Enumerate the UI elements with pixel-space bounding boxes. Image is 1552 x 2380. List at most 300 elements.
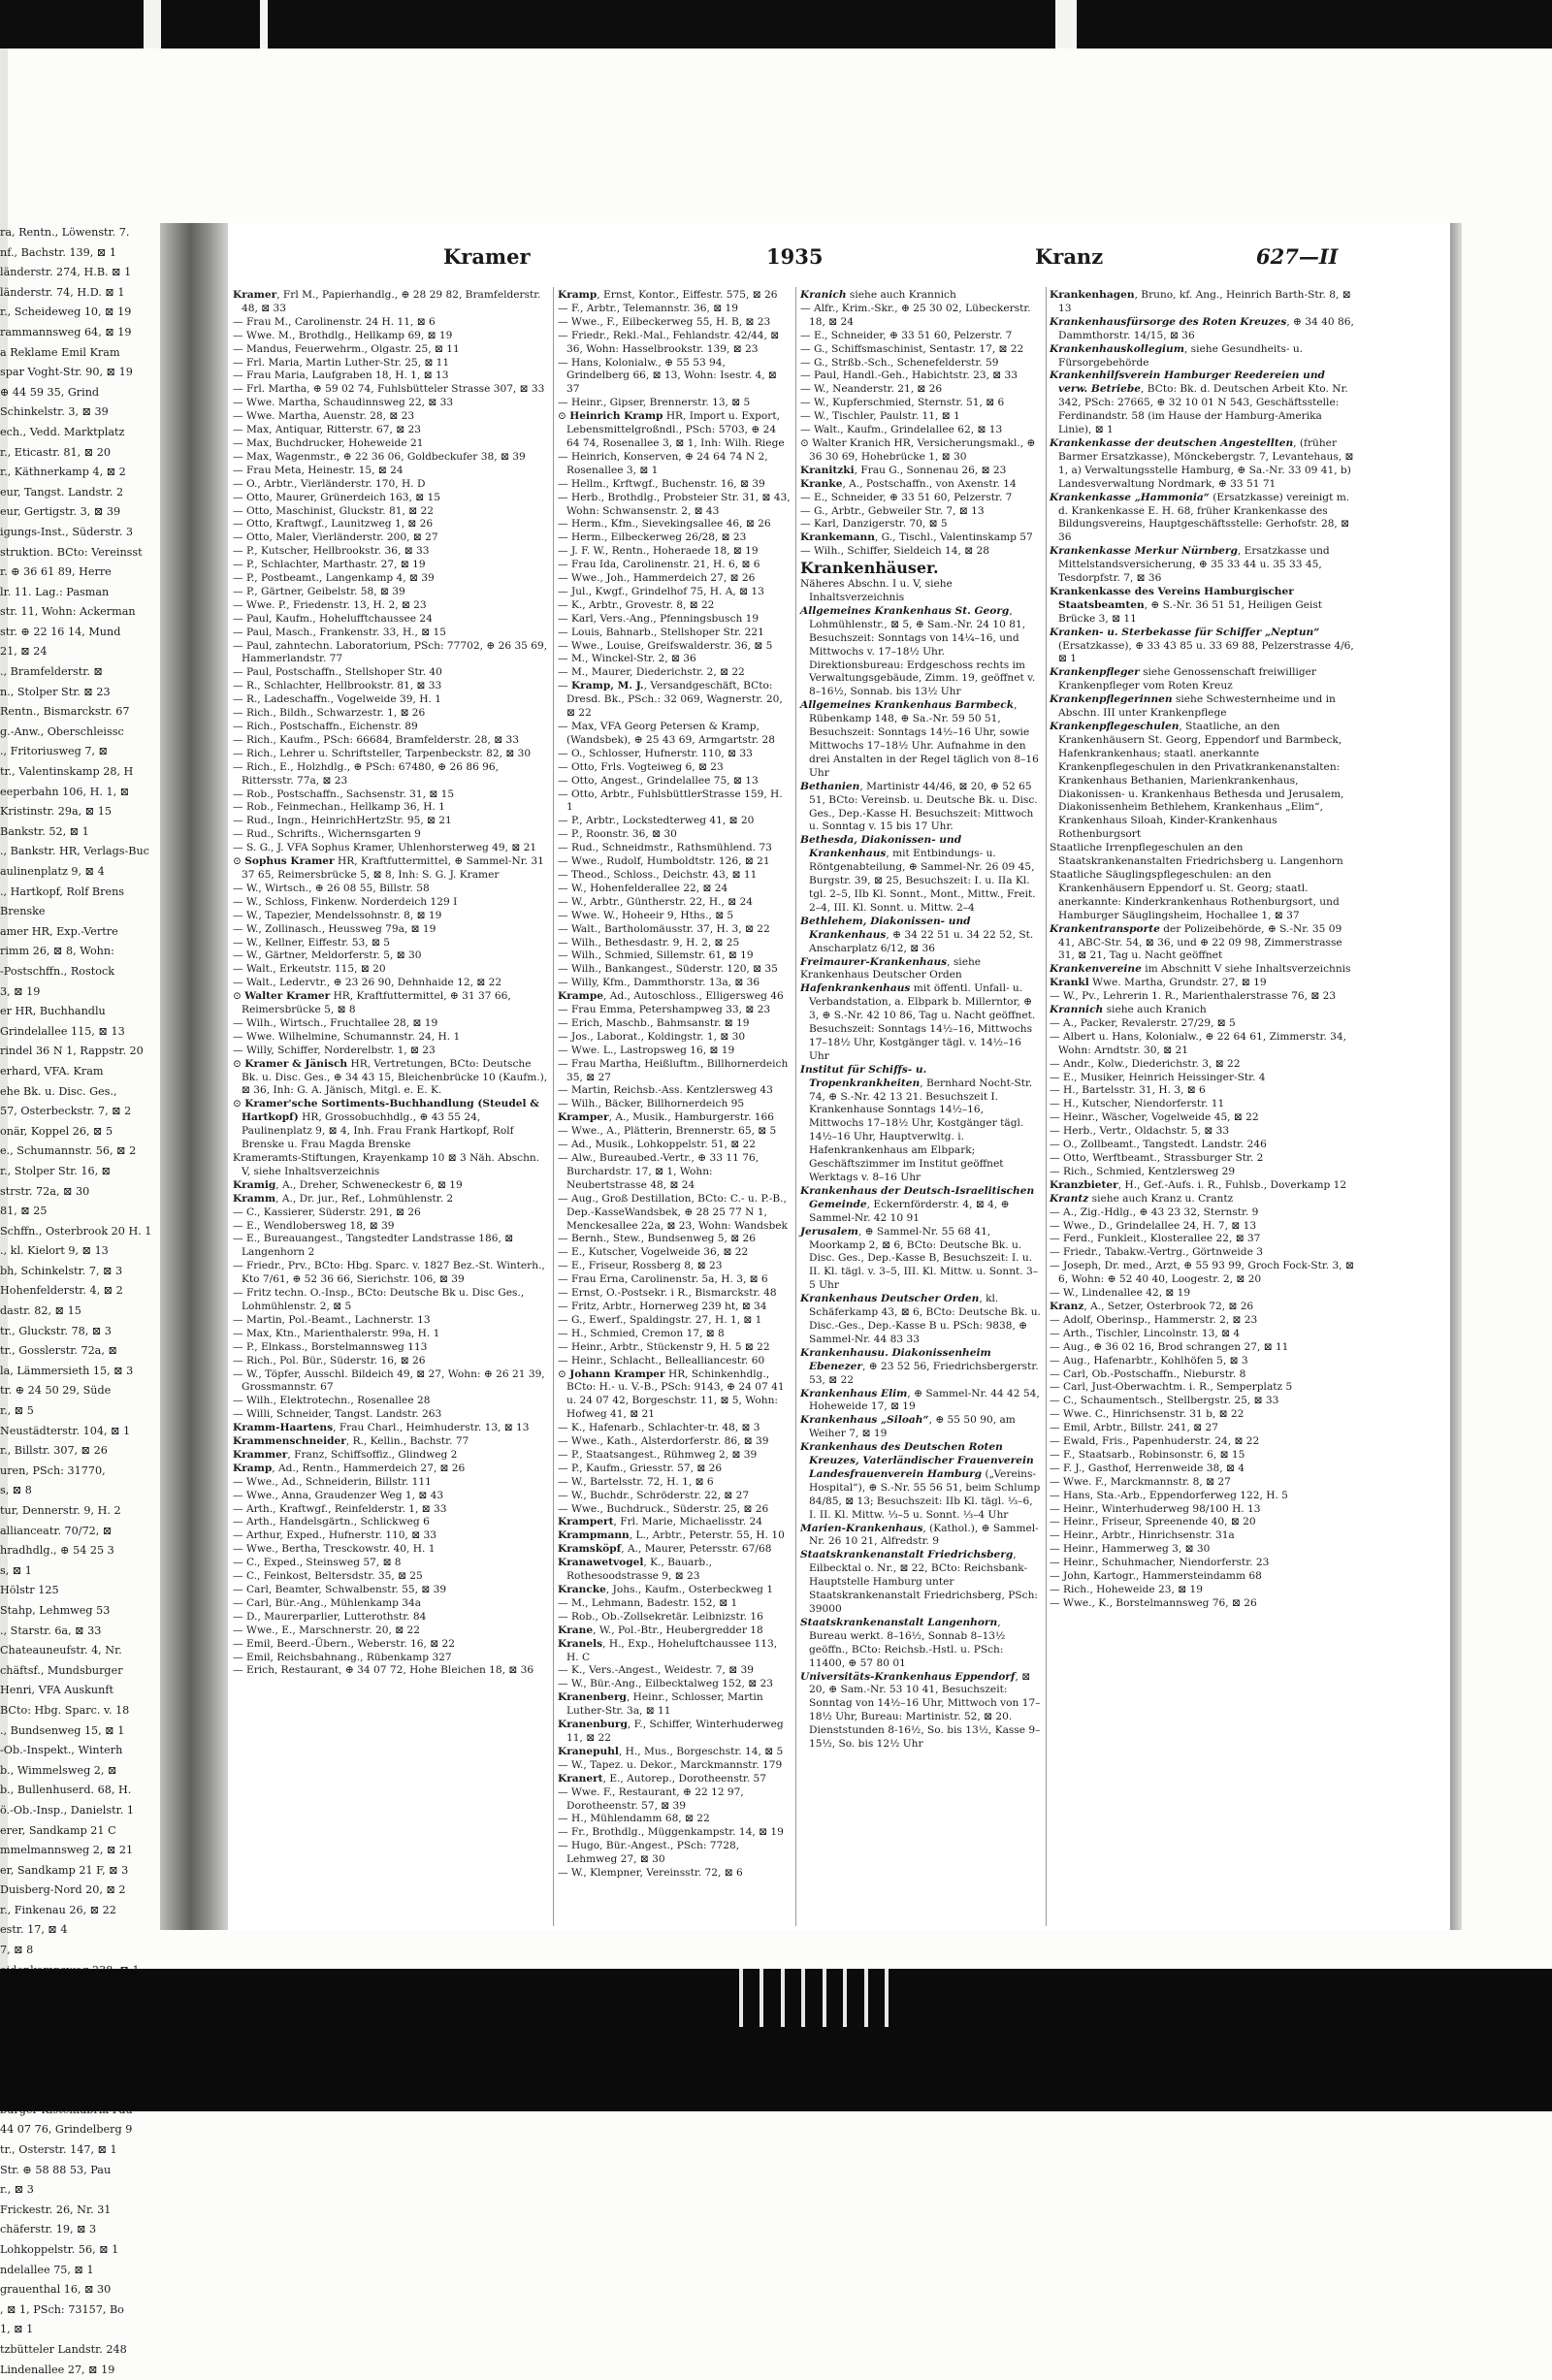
- header-left-word: Kramer: [443, 244, 531, 269]
- left-page-line: Chateauneufstr. 4, Nr.: [0, 1644, 122, 1657]
- directory-entry: — Heinr., Hammerweg 3, ⊠ 30: [1050, 1543, 1211, 1556]
- directory-entry: — Wwe., Kath., Alsterdorferstr. 86, ⊠ 39: [558, 1435, 769, 1448]
- directory-entry: Krankentransporte der Polizeibehörde, ⊕ S.-Nr. 35 09 41, ABC-Str. 54, ⊠ 36, und ⊕ 22 09 98, Zimmerstrasse 31, ⊠ 21, Tag u. Nacht geöffnet: [1050, 922, 1342, 962]
- page-header: [228, 244, 1450, 273]
- directory-entry: — Rud., Schneidmstr., Rathsmühlend. 73: [558, 842, 772, 854]
- directory-entry: — Wwe. Martha, Schaudinnsweg 22, ⊠ 33: [233, 397, 454, 409]
- header-year: 1935: [766, 244, 824, 269]
- left-page-line: rimm 26, ⊠ 8, Wohn:: [0, 945, 114, 958]
- directory-entry: — W., Pv., Lehrerin 1. R., Marienthalerstrasse 76, ⊠ 23: [1050, 990, 1337, 1003]
- directory-entry: — Rich., Hoheweide 23, ⊠ 19: [1050, 1584, 1203, 1595]
- directory-entry: Bethlehem, Diakonissen- und Krankenhaus, ⊕ 34 22 51 u. 34 22 52, St. Anscharplatz 6/12, ⊠ 36: [800, 915, 1034, 954]
- directory-entry: — Heinr., Schuhmacher, Niendorferstr. 23: [1050, 1557, 1270, 1569]
- directory-entry: Kranz, A., Setzer, Osterbrook 72, ⊠ 26: [1050, 1300, 1254, 1312]
- left-page-line: tzbütteler Landstr. 248: [0, 2342, 127, 2356]
- scanner-bottom-border: [0, 1969, 1552, 2111]
- left-page-line: Hölstr 125: [0, 1584, 59, 1597]
- left-page-line: ., Fritoriusweg 7, ⊠: [0, 745, 108, 758]
- directory-entry: — Carl, Bür.-Ang., Mühlenkamp 34a: [233, 1596, 422, 1609]
- left-page-line: r., Eticastr. 81, ⊠ 20: [0, 445, 111, 459]
- directory-entry: Krankenvereine im Abschnitt V siehe Inhaltsverzeichnis: [1050, 963, 1351, 976]
- left-page-line: r. ⊕ 36 61 89, Herre: [0, 565, 112, 579]
- left-page-line: r., ⊠ 3: [0, 2183, 34, 2197]
- directory-entry: — Bernh., Stew., Bundsenweg 5, ⊠ 26: [558, 1233, 756, 1245]
- directory-entry: — Wwe. W., Hoheeir 9, Hths., ⊠ 5: [558, 909, 734, 921]
- left-page-line: chäftsf., Mundsburger: [0, 1663, 123, 1677]
- directory-entry: — Wwe., K., Borstelmannsweg 76, ⊠ 26: [1050, 1596, 1257, 1609]
- directory-entry: — W., Buchdr., Schröderstr. 22, ⊠ 27: [558, 1489, 750, 1501]
- directory-entry: Kramp, Ernst, Kontor., Eiffestr. 575, ⊠ 26: [558, 289, 778, 301]
- directory-entry: — Rich., Bildh., Schwarzestr. 1, ⊠ 26: [233, 707, 426, 720]
- directory-entry: — Aug., Groß Destillation, BCto: C.- u. P.-B., Dep.-KasseWandsbek, ⊕ 28 25 77 N 1, Menckesallee 22a, ⊠ 23, Wohn: Wandsbek: [558, 1192, 788, 1232]
- directory-entry: — Arth., Handelsgärtn., Schlickweg 6: [233, 1516, 430, 1528]
- directory-entry: Institut für Schiffs- u. Tropenkrankheiten, Bernhard Nocht-Str. 74, ⊕ S.-Nr. 42 13 21. Besuchszeit I. Krankenhause Sonntags 14½–16, Mittwochs 17–18½ Uhr, Kostgänger tägl. 14½–16 Uhr, Hauptverwltg. i. Hafenkrankenhaus am Elbpark; Geschäftszimmer im Institut geöffnet Werktags v. 8–16 Uhr: [800, 1063, 1033, 1183]
- directory-entry: — Max, Buchdrucker, Hoheweide 21: [233, 436, 424, 449]
- directory-entry: Kramper, A., Musik., Hamburgerstr. 166: [558, 1111, 775, 1124]
- directory-entry: — Otto, Maurer, Grünerdeich 163, ⊠ 15: [233, 491, 440, 503]
- left-page-line: g.-Anw., Oberschleissc: [0, 724, 124, 738]
- left-page-line: rammannsweg 64, ⊠ 19: [0, 325, 132, 338]
- directory-entry: — F. J., Gasthof, Herrenweide 38, ⊠ 4: [1050, 1462, 1245, 1474]
- left-page-line: n., Stolper Str. ⊠ 23: [0, 685, 111, 698]
- directory-entry: — Wilh., Bethesdastr. 9, H. 2, ⊠ 25: [558, 936, 740, 949]
- directory-entry: — Wwe., Buchdruck., Süderstr. 25, ⊠ 26: [558, 1502, 769, 1515]
- left-page-line: 81, ⊠ 25: [0, 1205, 48, 1218]
- directory-entry: Bethanien, Martinistr 44/46, ⊠ 20, ⊕ 52 65 51, BCto: Vereinsb. u. Deutsche Bk. u. Disc. Ges., Dep.-Kasse H. Besuchszeit: Mittwoch u. Sonntag v. 15 bis 17 Uhr.: [800, 780, 1038, 833]
- directory-entry: — Erich, Restaurant, ⊕ 34 07 72, Hohe Bleichen 18, ⊠ 36: [233, 1664, 534, 1677]
- left-page-line: 3, ⊠ 19: [0, 984, 41, 998]
- directory-entry: — Fr., Brothdlg., Müggenkampstr. 14, ⊠ 19: [558, 1826, 784, 1839]
- directory-entry: — C., Exped., Steinsweg 57, ⊠ 8: [233, 1557, 402, 1569]
- directory-entry: — Rud., Ingn., HeinrichHertzStr. 95, ⊠ 21: [233, 815, 452, 827]
- directory-entry: — Hans, Sta.-Arb., Eppendorferweg 122, H. 5: [1050, 1489, 1288, 1501]
- directory-entry: — Carl, Beamter, Schwalbenstr. 55, ⊠ 39: [233, 1584, 447, 1595]
- directory-entry: — Rich., E., Holzhdlg., ⊕ PSch: 67480, ⊕ 26 86 96, Rittersstr. 77a, ⊠ 23: [233, 760, 500, 787]
- directory-entry: Marien-Krankenhaus, (Kathol.), ⊕ Sammel-Nr. 26 10 21, Alfredstr. 9: [800, 1522, 1039, 1548]
- left-page-line: 44 07 76, Grindelberg 9: [0, 2123, 133, 2137]
- directory-entry: — Frau Meta, Heinestr. 15, ⊠ 24: [233, 464, 404, 476]
- directory-entry: — G., Arbtr., Gebweiler Str. 7, ⊠ 13: [800, 504, 985, 517]
- directory-entry: Krampmann, L., Arbtr., Peterstr. 55, H. 10: [558, 1529, 785, 1542]
- directory-entry: Kramm, A., Dr. jur., Ref., Lohmühlenstr. 2: [233, 1192, 454, 1205]
- directory-entry: — Heinr., Arbtr., Stückenstr 9, H. 5 ⊠ 22: [558, 1340, 770, 1353]
- left-page-line: tr., Gosslerstr. 72a, ⊠: [0, 1344, 117, 1358]
- directory-entry: Krampe, Ad., Autoschloss., Elligersweg 46: [558, 990, 784, 1003]
- left-page-line: s, ⊠ 8: [0, 1484, 32, 1497]
- directory-entry: — Herm., Eilbeckerweg 26/28, ⊠ 23: [558, 531, 747, 544]
- directory-entry: — Frau Maria, Laufgraben 18, H. 1, ⊠ 13: [233, 370, 449, 382]
- left-page-line: igungs-Inst., Süderstr. 3: [0, 525, 133, 538]
- left-page-line: b., Wimmelsweg 2, ⊠: [0, 1763, 117, 1777]
- left-page-line: Stahp, Lehmweg 53: [0, 1603, 111, 1617]
- directory-entry: — Wwe., Louise, Greifswalderstr. 36, ⊠ 5: [558, 639, 773, 652]
- directory-entry: — Max, VFA Georg Petersen & Kramp, (Wandsbek), ⊕ 25 43 69, Armgartstr. 28: [558, 721, 775, 746]
- directory-entry: — O., Schlosser, Hufnerstr. 110, ⊠ 33: [558, 747, 753, 759]
- left-page-line: r., Stolper Str. 16, ⊠: [0, 1164, 112, 1177]
- directory-column-2: [558, 289, 791, 1933]
- directory-entry: — Heinr., Arbtr., Hinrichsenstr. 31a: [1050, 1529, 1235, 1542]
- directory-entry: — W., Tapez. u. Dekor., Marckmannstr. 179: [558, 1758, 783, 1771]
- left-page-line: Lindenallee 27, ⊠ 19: [0, 2363, 115, 2376]
- directory-entry: — Frl. Maria, Martin Luther-Str. 25, ⊠ 11: [233, 356, 450, 369]
- left-page-line: eur, Gertigstr. 3, ⊠ 39: [0, 505, 121, 519]
- left-page-line: dastr. 82, ⊠ 15: [0, 1304, 81, 1318]
- left-page-line: , ⊠ 1, PSch: 73157, Bo: [0, 2302, 124, 2316]
- directory-entry: — Aug., Hafenarbtr., Kohlhöfen 5, ⊠ 3: [1050, 1354, 1248, 1367]
- left-page-line: Bankstr. 52, ⊠ 1: [0, 824, 89, 838]
- directory-entry: — Willy, Kfm., Dammthorstr. 13a, ⊠ 36: [558, 977, 760, 989]
- directory-entry: — Arth., Kraftwgf., Reinfelderstr. 1, ⊠ 33: [233, 1502, 447, 1515]
- directory-entry: — Wwe. L., Lastropsweg 16, ⊠ 19: [558, 1044, 735, 1056]
- left-page-line: Frickestr. 26, Nr. 31: [0, 2203, 112, 2216]
- directory-entry: — Herm., Kfm., Sievekingsallee 46, ⊠ 26: [558, 518, 771, 531]
- left-page-line: str. ⊕ 22 16 14, Mund: [0, 625, 121, 638]
- directory-entry: — Willy, Schiffer, Norderelbstr. 1, ⊠ 23: [233, 1044, 436, 1056]
- directory-entry: — Wwe. F., Restaurant, ⊕ 22 12 97, Dorotheenstr. 57, ⊠ 39: [558, 1785, 744, 1812]
- directory-entry: Staatliche Irrenpflegeschulen an den Staatskrankenanstalten Friedrichsberg u. Langenhorn: [1050, 842, 1343, 868]
- scanner-top-border: [0, 0, 1552, 48]
- left-page-line: Lohkoppelstr. 56, ⊠ 1: [0, 2242, 119, 2256]
- left-page-line: tur, Dennerstr. 9, H. 2: [0, 1504, 121, 1517]
- directory-entry: — P., Postbeamt., Langenkamp 4, ⊠ 39: [233, 572, 435, 585]
- left-page-line: 21, ⊠ 24: [0, 645, 48, 659]
- directory-entry: — Ad., Musik., Lohkoppelstr. 51, ⊠ 22: [558, 1139, 757, 1151]
- directory-entry: Kranken- u. Sterbekasse für Schiffer „Neptun“ (Ersatzkasse), ⊕ 33 43 85 u. 33 69 88, Pelzerstrasse 4/6, ⊠ 1: [1050, 626, 1354, 665]
- directory-entry: Bethesda, Diakonissen- und Krankenhaus, mit Entbindungs- u. Röntgenabteilung, ⊕ Sammel-Nr. 26 09 45, Burgstr. 39, ⊠ 25, Besuchszeit: I. u. IIa Kl. tgl. 2–5, IIb Kl. Sonnt., Mont., Mittw., Freit. 2–4, III. Kl. Sonnt. u. Mittw. 2–4: [800, 834, 1036, 914]
- left-page-line: struktion. BCto: Vereinsst: [0, 545, 143, 559]
- directory-entry: — Paul, Kaufm., Hohelufftchaussee 24: [233, 612, 433, 625]
- left-page-line: spar Voght-Str. 90, ⊠ 19: [0, 366, 133, 379]
- directory-entry: — Walt., Erkeutstr. 115, ⊠ 20: [233, 963, 386, 976]
- directory-entry: Kramig, A., Dreher, Schweneckestr 6, ⊠ 19: [233, 1178, 463, 1191]
- left-page-line: -Ob.-Inspekt., Winterh: [0, 1744, 123, 1757]
- directory-entry: — Ewald, Fris., Papenhuderstr. 24, ⊠ 22: [1050, 1435, 1260, 1448]
- directory-entry: Kranitzki, Frau G., Sonnenau 26, ⊠ 23: [800, 464, 1007, 476]
- directory-entry: — Rich., Schmied, Kentzlersweg 29: [1050, 1165, 1236, 1177]
- directory-entry: — Wilh., Schiffer, Sieldeich 14, ⊠ 28: [800, 545, 990, 558]
- top-border-tick: [260, 0, 268, 48]
- directory-entry: — W., Neanderstr. 21, ⊠ 26: [800, 383, 943, 396]
- directory-entry: Krankenkasse Merkur Nürnberg, Ersatzkasse und Mittelstandsversicherung, ⊕ 35 33 44 u. 35 33 45, Tesdorpfstr. 7, ⊠ 36: [1050, 545, 1330, 585]
- left-page-line: e., Schumannstr. 56, ⊠ 2: [0, 1144, 137, 1158]
- directory-entry: — Kramp, M. J., Versandgeschäft, BCto: Dresd. Bk., PSch.: 32 069, Wagnerstr. 20, ⊠ 22: [558, 680, 783, 720]
- directory-entry: Krankenhaus Deutscher Orden: [800, 969, 962, 981]
- directory-entry: — H., Bartelsstr. 31, H. 3, ⊠ 6: [1050, 1084, 1206, 1097]
- directory-entry: — Emil, Reichsbahnang., Rübenkamp 327: [233, 1651, 452, 1663]
- directory-entry: — W., Schloss, Finkenw. Norderdeich 129 I: [233, 895, 458, 908]
- directory-entry: — Wwe., Anna, Graudenzer Weg 1, ⊠ 43: [233, 1489, 444, 1501]
- directory-entry: — Rich., Lehrer u. Schriftsteller, Tarpenbeckstr. 82, ⊠ 30: [233, 747, 532, 759]
- directory-entry: — Alw., Bureaubed.-Vertr., ⊕ 33 11 76, Burchardstr. 17, ⊠ 1, Wohn: Neubertstrasse 48, ⊠ 24: [558, 1152, 760, 1191]
- directory-entry: — Max, Ktn., Marienthalerstr. 99a, H. 1: [233, 1327, 440, 1339]
- directory-entry: Kranawetvogel, K., Bauarb., Rothesoodstrasse 9, ⊠ 23: [558, 1557, 712, 1583]
- left-page-line: erhard, VFA. Kram: [0, 1064, 104, 1077]
- directory-entry: — Walt., Ledervtr., ⊕ 23 26 90, Dehnhaide 12, ⊠ 22: [233, 977, 502, 989]
- header-right-word: Kranz: [1035, 244, 1104, 269]
- directory-entry: — Otto, Angest., Grindelallee 75, ⊠ 13: [558, 774, 759, 787]
- left-page-line: grauenthal 16, ⊠ 30: [0, 2283, 112, 2297]
- page-edge-shadow: [1450, 223, 1462, 1930]
- directory-entry: — Max, Antiquar, Ritterstr. 67, ⊠ 23: [233, 424, 421, 436]
- directory-entry: — Frau Martha, Heißluftm., Billhornerdeich 35, ⊠ 27: [558, 1057, 789, 1083]
- directory-entry: Krankemann, G., Tischl., Valentinskamp 57: [800, 531, 1033, 544]
- left-page-line: ., Bankstr. HR, Verlags-Buc: [0, 845, 149, 858]
- bottom-border-tick: [823, 1969, 826, 2027]
- directory-entry: — D., Maurerparlier, Lutterothstr. 84: [233, 1610, 427, 1623]
- directory-entry: — W., Töpfer, Ausschl. Bildeich 49, ⊠ 27, Wohn: ⊕ 26 21 39, Grossmannstr. 67: [233, 1367, 545, 1394]
- left-page-line: ehe Bk. u. Disc. Ges.,: [0, 1084, 117, 1098]
- directory-entry: — Paul, zahntechn. Laboratorium, PSch: 77702, ⊕ 26 35 69, Hammerlandstr. 77: [233, 639, 548, 665]
- left-page-line: str. 11, Wohn: Ackerman: [0, 605, 136, 619]
- directory-entry: — Frau Erna, Carolinenstr. 5a, H. 3, ⊠ 6: [558, 1273, 768, 1286]
- directory-entry: Hafenkrankenhaus mit öffentl. Unfall- u. Verbandstation, a. Elbpark b. Millerntor, ⊕ 3, ⊕ S.-Nr. 42 10 86, Tag u. Nacht geöffnet. Besuchszeit: Sonntags 14½–16, Mittwochs 17–18½ Uhr, Kostgänger tägl. v. 14½–16 Uhr: [800, 982, 1036, 1062]
- directory-entry: — Jul., Kwgf., Grindelhof 75, H. A, ⊠ 13: [558, 585, 764, 597]
- directory-entry: — P., Arbtr., Lockstedterweg 41, ⊠ 20: [558, 815, 755, 827]
- directory-entry: — Fritz techn. O.-Insp., BCto: Deutsche Bk u. Disc Ges., Lohmühlenstr. 2, ⊠ 5: [233, 1287, 525, 1312]
- left-page-line: r., Billstr. 307, ⊠ 26: [0, 1444, 108, 1458]
- directory-entry: Freimaurer-Krankenhaus, siehe: [800, 955, 982, 968]
- directory-entry: — Herb., Vertr., Oldachstr. 5, ⊠ 33: [1050, 1125, 1230, 1138]
- directory-entry: — Paul, Masch., Frankenstr. 33, H., ⊠ 15: [233, 626, 447, 638]
- left-page-line: allianceatr. 70/72, ⊠: [0, 1524, 113, 1537]
- directory-entry: Krankenkasse „Hammonia“ (Ersatzkasse) vereinigt m. d. Krankenkasse E. H. 68, früher Krankenkasse des Bildungsvereins, Hauptgeschäftsstelle: Gerhofstr. 28, ⊠ 36: [1050, 491, 1350, 544]
- directory-entry: ⊙ Johann Kramper HR, Schinkenhdlg., BCto: H.- u. V.-B., PSch: 9143, ⊕ 24 07 41 u. 24 07 42, Borgeschstr. 11, ⊠ 5, Wohn: Hofweg 41, ⊠ 21: [558, 1367, 785, 1421]
- left-page-line: nf., Bachstr. 139, ⊠ 1: [0, 245, 116, 259]
- directory-entry: — Wwe., Joh., Hammerdeich 27, ⊠ 26: [558, 572, 756, 585]
- left-page-line: ., Starstr. 6a, ⊠ 33: [0, 1624, 102, 1637]
- directory-entry: — Aug., ⊕ 36 02 16, Brod schrangen 27, ⊠ 11: [1050, 1340, 1289, 1353]
- directory-entry: — F., Arbtr., Telemannstr. 36, ⊠ 19: [558, 302, 738, 314]
- directory-entry: — Paul, Handl.-Geh., Habichtstr. 23, ⊠ 33: [800, 370, 1018, 382]
- left-page-line: s, ⊠ 1: [0, 1563, 32, 1577]
- directory-entry: — Martin, Reichsb.-Ass. Kentzlersweg 43: [558, 1084, 773, 1097]
- left-page-line: Neustädterstr. 104, ⊠ 1: [0, 1424, 131, 1437]
- bottom-border-tick: [864, 1969, 868, 2027]
- directory-entry: Krankenpfleger siehe Genossenschaft freiwilliger Krankenpfleger vom Roten Kreuz: [1050, 666, 1316, 692]
- left-page-line: Henri, VFA Auskunft: [0, 1684, 113, 1697]
- directory-entry: — Hugo, Bür.-Angest., PSch: 7728, Lehmweg 27, ⊠ 30: [558, 1840, 740, 1866]
- directory-entry: — Alfr., Krim.-Skr., ⊕ 25 30 02, Lübeckerstr. 18, ⊠ 24: [800, 302, 1031, 328]
- directory-entry: — Wwe. Martha, Auenstr. 28, ⊠ 23: [233, 410, 415, 423]
- directory-entry: — M., Lehmann, Badestr. 152, ⊠ 1: [558, 1596, 738, 1609]
- directory-entry: — W., Tapezier, Mendelssohnstr. 8, ⊠ 19: [233, 909, 442, 921]
- directory-entry: Staatskrankenanstalt Langenhorn, Bureau werkt. 8–16½, Sonnab 8–13½ geöffn., BCto: Reichsb.-Hstl. u. PSch: 11400, ⊕ 57 80 01: [800, 1616, 1006, 1669]
- directory-entry: — Martin, Pol.-Beamt., Lachnerstr. 13: [233, 1313, 431, 1326]
- left-page-line: r., Finkenau 26, ⊠ 22: [0, 1903, 116, 1916]
- directory-entry: — H., Mühlendamm 68, ⊠ 22: [558, 1813, 710, 1825]
- left-page-line: a Reklame Emil Kram: [0, 345, 120, 359]
- directory-entry: — Rich., Pol. Bür., Süderstr. 16, ⊠ 26: [233, 1354, 426, 1367]
- directory-entry: — Wwe., Ad., Schneiderin, Billstr. 111: [233, 1475, 432, 1488]
- directory-entry: — Wilh., Wirtsch., Fruchtallee 28, ⊠ 19: [233, 1016, 438, 1029]
- directory-entry: — Walt., Bartholomäusstr. 37, H. 3, ⊠ 22: [558, 922, 770, 935]
- column-rule: [795, 287, 796, 1926]
- directory-entry: — Heinr., Winterhuderweg 98/100 H. 13: [1050, 1502, 1261, 1515]
- directory-entry: — W., Klempner, Vereinsstr. 72, ⊠ 6: [558, 1867, 743, 1880]
- directory-entry: Krankenkasse der deutschen Angestellten, (früher Barmer Ersatzkasse), Mönckebergstr. 7, Levantehaus, ⊠ 1, a) Verwaltungsstelle Hamburg, ⊕ Sa.-Nr. 33 09 41, b) Landesverwaltung Nordmark, ⊕ 33 51 71: [1050, 436, 1354, 490]
- left-page-line: länderstr. 274, H.B. ⊠ 1: [0, 266, 132, 279]
- directory-entry: Krankenpflegerinnen siehe Schwesternheime und in Abschn. III unter Krankenpflege: [1050, 693, 1336, 720]
- left-page-line: uren, PSch: 31770,: [0, 1463, 106, 1477]
- directory-entry: ⊙ Walter Kramer HR, Kraftfuttermittel, ⊕ 31 37 66, Reimersbrücke 5, ⊠ 8: [233, 990, 511, 1016]
- directory-entry: — Frl. Martha, ⊕ 59 02 74, Fuhlsbütteler Strasse 307, ⊠ 33: [233, 383, 545, 396]
- directory-entry: — Wwe. F., Marckmannstr. 8, ⊠ 27: [1050, 1475, 1231, 1488]
- left-page-line: Hohenfelderstr. 4, ⊠ 2: [0, 1284, 123, 1298]
- directory-entry: — W., Tischler, Paulstr. 11, ⊠ 1: [800, 410, 960, 423]
- directory-entry: — G., Schiffsmaschinist, Sentastr. 17, ⊠ 22: [800, 342, 1024, 355]
- directory-entry: — E., Kutscher, Vogelweide 36, ⊠ 22: [558, 1246, 749, 1259]
- directory-entry: — Wilh., Elektrotechn., Rosenallee 28: [233, 1395, 431, 1407]
- left-page-line: hradhdlg., ⊕ 54 25 3: [0, 1544, 114, 1558]
- directory-entry: — John, Kartogr., Hammersteindamm 68: [1050, 1570, 1262, 1583]
- directory-entry: — W., Zollinasch., Heussweg 79a, ⊠ 19: [233, 922, 436, 935]
- directory-entry: — Otto, Arbtr., FuhlsbüttlerStrasse 159, H. 1: [558, 788, 783, 814]
- directory-entry: — Rich., Postschaffn., Eichenstr. 89: [233, 721, 418, 732]
- directory-entry: Kranenburg, F., Schiffer, Winterhuderweg 11, ⊠ 22: [558, 1719, 784, 1744]
- left-page-line: bh, Schinkelstr. 7, ⊠ 3: [0, 1264, 123, 1277]
- directory-entry: Krannich siehe auch Kranich: [1050, 1004, 1207, 1016]
- left-page-line: Schffn., Osterbrook 20 H. 1: [0, 1224, 152, 1238]
- directory-entry: Krankl Wwe. Martha, Grundstr. 27, ⊠ 19: [1050, 977, 1267, 989]
- directory-entry: — Rich., Kaufm., PSch: 66684, Bramfelderstr. 28, ⊠ 33: [233, 733, 519, 746]
- directory-entry: — P., Kaufm., Griesstr. 57, ⊠ 26: [558, 1462, 723, 1474]
- left-page-line: er HR, Buchhandlu: [0, 1005, 106, 1018]
- directory-entry: Krane, W., Pol.-Btr., Heubergredder 18: [558, 1624, 763, 1636]
- directory-entry: — W., Kupferschmied, Sternstr. 51, ⊠ 6: [800, 397, 1005, 409]
- directory-entry: — Friedr., Tabakw.-Vertrg., Görtnweide 3: [1050, 1246, 1263, 1259]
- directory-entry: — Rob., Postschaffn., Sachsenstr. 31, ⊠ 15: [233, 788, 455, 800]
- left-page-line: ., kl. Kielort 9, ⊠ 13: [0, 1244, 109, 1258]
- directory-entry: — Wwe. Wilhelmine, Schumannstr. 24, H. 1: [233, 1030, 461, 1043]
- directory-entry: Krammenschneider, R., Kellin., Bachstr. 77: [233, 1435, 469, 1448]
- directory-entry: — A., Packer, Revalerstr. 27/29, ⊠ 5: [1050, 1016, 1236, 1029]
- directory-entry: — Rob., Feinmechan., Hellkamp 36, H. 1: [233, 801, 445, 814]
- left-page-line: strstr. 72a, ⊠ 30: [0, 1184, 90, 1198]
- bottom-border-tick: [885, 1969, 889, 2027]
- directory-entry: — Mandus, Feuerwehrm., Olgastr. 25, ⊠ 11: [233, 342, 460, 355]
- directory-entry: — Walt., Kaufm., Grindelallee 62, ⊠ 13: [800, 424, 1003, 436]
- directory-entry: Krammer, Franz, Schiffsoffiz., Glindweg 2: [233, 1448, 458, 1461]
- left-page-line: tr., Gluckstr. 78, ⊠ 3: [0, 1324, 112, 1337]
- left-page-line: tr., Osterstr. 147, ⊠ 1: [0, 2143, 117, 2156]
- directory-entry: — W., Bartelsstr. 72, H. 1, ⊠ 6: [558, 1475, 714, 1488]
- directory-entry: — K., Arbtr., Grovestr. 8, ⊠ 22: [558, 598, 715, 611]
- directory-entry: — E., Schneider, ⊕ 33 51 60, Pelzerstr. 7: [800, 329, 1013, 341]
- directory-entry: — H., Kutscher, Niendorferstr. 11: [1050, 1098, 1225, 1110]
- bottom-border-tick: [843, 1969, 847, 2027]
- directory-entry: — Otto, Maschinist, Gluckstr. 81, ⊠ 22: [233, 504, 434, 517]
- directory-entry: — Otto, Frls. Vogteiweg 6, ⊠ 23: [558, 760, 724, 773]
- directory-entry: — Wwe., Bertha, Tresckowstr. 40, H. 1: [233, 1543, 436, 1556]
- left-page-fragment: [0, 223, 160, 2376]
- directory-entry: Krankenhaus „Siloah“, ⊕ 55 50 90, am Weiher 7, ⊠ 19: [800, 1414, 1016, 1440]
- left-page-line: länderstr. 74, H.D. ⊠ 1: [0, 285, 125, 299]
- directory-entry: — Heinr., Friseur, Spreenende 40, ⊠ 20: [1050, 1516, 1256, 1528]
- directory-entry: — Karl, Danzigerstr. 70, ⊠ 5: [800, 518, 948, 531]
- left-page-line: ra, Rentn., Löwenstr. 7.: [0, 226, 130, 239]
- directory-entry: ⊙ Kramer'sche Sortiments-Buchhandlung (Steudel & Hartkopf) HR, Grossobuchhdlg., ⊕ 43 55 24, Paulinenplatz 9, ⊠ 4, Inh. Frau Frank Hartkopf, Rolf Brenske u. Frau Magda Brenske: [233, 1098, 539, 1151]
- directory-entry: — Theod., Schloss., Deichstr. 43, ⊠ 11: [558, 868, 758, 881]
- directory-entry: — Ferd., Funkleit., Klosterallee 22, ⊠ 37: [1050, 1233, 1261, 1245]
- directory-entry: — Otto, Maler, Vierländerstr. 200, ⊠ 27: [233, 531, 438, 544]
- left-page-line: r., ⊠ 5: [0, 1404, 34, 1418]
- directory-column-3: [800, 289, 1041, 1933]
- directory-entry: Krankenhausfürsorge des Roten Kreuzes, ⊕ 34 40 86, Dammthorstr. 14/15, ⊠ 36: [1050, 315, 1354, 341]
- directory-entry: — Wwe., D., Grindelallee 24, H. 7, ⊠ 13: [1050, 1219, 1257, 1232]
- directory-entry: — H., Schmied, Cremon 17, ⊠ 8: [558, 1327, 725, 1339]
- directory-entry: — P., Roonstr. 36, ⊠ 30: [558, 828, 677, 841]
- directory-entry: — Arthur, Exped., Hufnerstr. 110, ⊠ 33: [233, 1529, 437, 1542]
- column-rule: [1046, 287, 1047, 1926]
- directory-entry: — Emil, Arbtr., Billstr. 241, ⊠ 27: [1050, 1422, 1218, 1434]
- directory-entry: — Carl, Just-Oberwachtm. i. R., Semperplatz 5: [1050, 1381, 1293, 1394]
- directory-entry: — Willi, Schneider, Tangst. Landstr. 263: [233, 1408, 442, 1421]
- directory-entry: — K., Vers.-Angest., Weidestr. 7, ⊠ 39: [558, 1664, 754, 1677]
- bottom-border-tick: [781, 1969, 785, 2027]
- directory-entry: — Erich, Maschb., Bahmsanstr. ⊠ 19: [558, 1016, 750, 1029]
- directory-entry: — Friedr., Rekl.-Mal., Fehlandstr. 42/44, ⊠ 36, Wohn: Hasselbrookstr. 139, ⊠ 23: [558, 329, 780, 355]
- directory-entry: — W., Lindenallee 42, ⊠ 19: [1050, 1287, 1191, 1300]
- directory-entry: Kranert, E., Autorep., Dorotheenstr. 57: [558, 1772, 767, 1785]
- column-rule: [553, 287, 554, 1926]
- left-page-line: BCto: Hbg. Sparc. v. 18: [0, 1703, 130, 1717]
- directory-entry: — Wwe., E., Marschnerstr. 20, ⊠ 22: [233, 1624, 420, 1636]
- directory-entry: — E., Wendlobersweg 18, ⊠ 39: [233, 1219, 395, 1232]
- left-page-line: Rentn., Bismarckstr. 67: [0, 705, 130, 719]
- left-page-line: ndelallee 75, ⊠ 1: [0, 2263, 94, 2276]
- bottom-border-tick: [760, 1969, 763, 2027]
- directory-entry: — Wilh., Bäcker, Billhornerdeich 95: [558, 1098, 745, 1110]
- directory-entry: — W., Wirtsch., ⊕ 26 08 55, Billstr. 58: [233, 882, 430, 894]
- directory-entry: Krankenhaus Elim, ⊕ Sammel-Nr. 44 42 54, Hoheweide 17, ⊠ 19: [800, 1387, 1040, 1413]
- directory-entry: — Heinr., Gipser, Brennerstr. 13, ⊠ 5: [558, 397, 751, 409]
- directory-entry: — F., Staatsarb., Robinsonstr. 6, ⊠ 15: [1050, 1448, 1245, 1461]
- directory-entry: Kranepuhl, H., Mus., Borgeschstr. 14, ⊠ 5: [558, 1745, 784, 1757]
- directory-entry: — P., Staatsangest., Rühmweg 2, ⊠ 39: [558, 1448, 758, 1461]
- directory-entry: — Otto, Kraftwgf., Launitzweg 1, ⊠ 26: [233, 518, 434, 531]
- directory-entry: Kramer, Frl M., Papierhandlg., ⊕ 28 29 82, Bramfelderstr. 48, ⊠ 33: [233, 289, 541, 314]
- directory-entry: Krankenpflegeschulen, Staatliche, an den Krankenhäusern St. Georg, Eppendorf und Barmbeck, Hafenkrankenhaus; staatl. anerkannte Krankenpflegeschulen in den Privatkrankenanstalten: Krankenhaus Bethanien, Marienkrankenhaus, Diakonissen- u. Krankenhaus Bethesda und Jerusalem, Diakonissenheim Bethlehem, Krankenhaus „Elim“, Krankenhaus Siloah, Kinder-Krankenhaus Rothenburgsort: [1050, 721, 1344, 841]
- directory-entry: Kranzbieter, H., Gef.-Aufs. i. R., Fuhlsb., Doverkamp 12: [1050, 1178, 1347, 1191]
- left-page-line: estr. 17, ⊠ 4: [0, 1923, 68, 1937]
- directory-entry: — R., Ladeschaffn., Vogelweide 39, H. 1: [233, 693, 441, 706]
- left-page-line: Grindelallee 115, ⊠ 13: [0, 1024, 125, 1038]
- left-page-line: 1, ⊠ 1: [0, 2323, 34, 2336]
- directory-entry: Universitäts-Krankenhaus Eppendorf, ⊠ 20, ⊕ Sam.-Nr. 53 10 41, Besuchszeit: Sonntag von 14½–16 Uhr, Mittwoch von 17–18½ Uhr, Bureau: Martinistr. 52, ⊠ 20. Dienststunden 8-16½, So. bis 13½, Kasse 9–15½, So. bis 12½ Uhr: [800, 1670, 1041, 1751]
- left-page-line: Brenske: [0, 905, 46, 918]
- directory-entry: — Max, Wagenmstr., ⊕ 22 36 06, Goldbeckufer 38, ⊠ 39: [233, 450, 526, 463]
- left-page-line: r., Scheideweg 10, ⊠ 19: [0, 306, 132, 319]
- left-page-line: Str. ⊕ 58 88 53, Pau: [0, 2163, 112, 2176]
- directory-entry: — Carl, Ob.-Postschaffn., Nieburstr. 8: [1050, 1367, 1246, 1380]
- directory-entry: — M., Maurer, Diederichstr. 2, ⊠ 22: [558, 666, 745, 679]
- directory-entry: — R., Schlachter, Hellbrookstr. 81, ⊠ 33: [233, 680, 442, 692]
- directory-entry: ⊙ Sophus Kramer HR, Kraftfuttermittel, ⊕ Sammel-Nr. 31 37 65, Reimersbrücke 5, ⊠ 8, Inh: S. G. J. Kramer: [233, 855, 544, 881]
- directory-entry: — Frau M., Carolinenstr. 24 H. 11, ⊠ 6: [233, 315, 436, 328]
- directory-entry: Kramsköpf, A., Maurer, Petersstr. 67/68: [558, 1543, 772, 1556]
- directory-entry: — W., Arbtr., Güntherstr. 22, H., ⊠ 24: [558, 895, 753, 908]
- directory-entry: — W., Hohenfelderallee 22, ⊠ 24: [558, 882, 728, 894]
- directory-entry: — E., Bureauangest., Tangstedter Landstrasse 186, ⊠ Langenhorn 2: [233, 1233, 514, 1259]
- directory-entry: — G., Ewerf., Spaldingstr. 27, H. 1, ⊠ 1: [558, 1313, 762, 1326]
- directory-entry: — Hans, Kolonialw., ⊕ 55 53 94, Grindelberg 66, ⊠ 13, Wohn: Isestr. 4, ⊠ 37: [558, 356, 777, 396]
- left-page-line: -Postschffn., Rostock: [0, 964, 115, 978]
- directory-entry: — Paul, Postschaffn., Stellshoper Str. 40: [233, 666, 442, 679]
- directory-entry: Krantz siehe auch Kranz u. Crantz: [1050, 1192, 1234, 1205]
- directory-entry: Näheres Abschn. I u. V, siehe Inhaltsverzeichnis: [800, 578, 953, 604]
- directory-entry: — Rob., Ob.-Zollsekretär. Leibnizstr. 16: [558, 1610, 763, 1623]
- left-page-line: tr. ⊕ 24 50 29, Süde: [0, 1384, 112, 1398]
